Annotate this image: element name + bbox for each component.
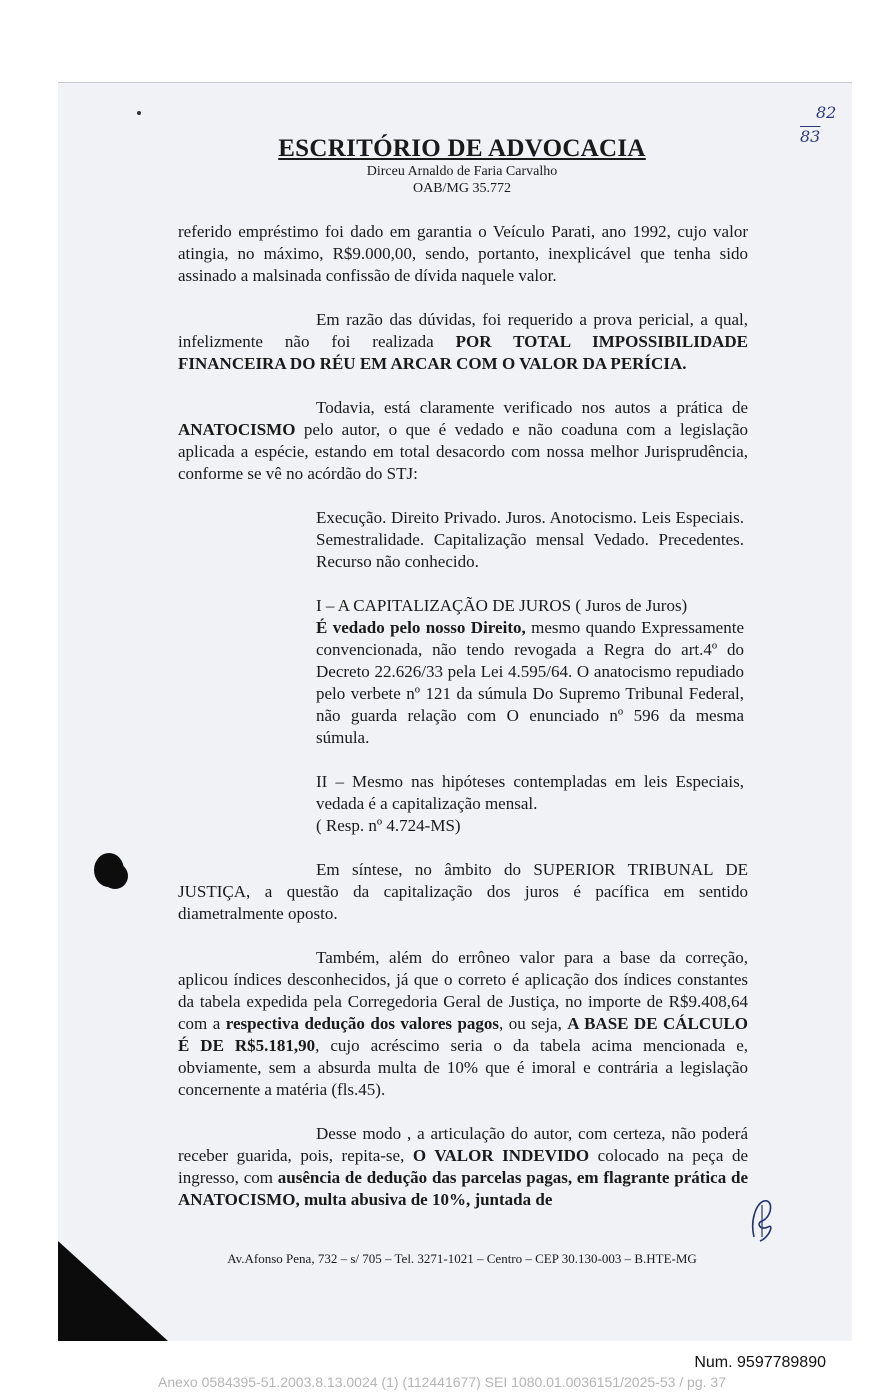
rubric-signature — [748, 1197, 778, 1243]
bold-text: ausência de dedução das parcelas pagas, em flagrante prática de ANATOCISMO, multa abusiva de 10%, juntada de — [178, 1168, 748, 1209]
paragraph-5: Também, além do errôneo valor para a base da correção, aplicou índices desconhecidos, já que o correto é aplicação dos índices constantes da tabela expedida pela Corregedoria Geral de Justiça, no importe de R$9.408,64 com a respectiva dedução dos valores pagos, ou seja, A BASE DE CÁLCULO É DE R$5.181,90, cujo acréscimo seria o da tabela acima mencionada e, obviamente, sem a absurda multa de 10% que é imoral e contrária a legislação concernente a matéria (fls.45). — [178, 948, 749, 1099]
scan-speck — [137, 111, 141, 115]
paragraph-4: Em síntese, no âmbito do SUPERIOR TRIBUNAL DE JUSTIÇA, a questão da capitalização dos juros é pacífica em sentido diametralmente oposto. — [178, 860, 748, 923]
bold-text: A BASE DE CÁLCULO É DE R$5.181,90 — [178, 1014, 748, 1055]
bold-text: POR TOTAL IMPOSSIBILIDADE FINANCEIRA DO RÉU EM ARCAR COM O VALOR DA PERÍCIA. — [178, 332, 748, 373]
bold-text: ANATOCISMO — [178, 420, 296, 439]
letterhead — [58, 135, 852, 197]
bold-text: É vedado pelo nosso Direito, — [316, 618, 526, 637]
handwritten-page-number-2: 83 — [800, 127, 821, 146]
scanned-page — [58, 82, 852, 1341]
document-reference: Anexo 0584395-51.2003.8.13.0024 (1) (112441677) SEI 1080.01.0036151/2025-53 / pg. 37 — [158, 1374, 726, 1390]
bold-text: O VALOR INDEVIDO — [412, 1146, 590, 1165]
paragraph-6: Desse modo , a articulação do autor, com certeza, não poderá receber guarida, pois, repita-se, O VALOR INDEVIDO colocado na peça de ingresso, com ausência de dedução das parcelas pagas, em flagrante prática de ANATOCISMO, multa abusiva de 10%, juntada de — [178, 1124, 748, 1209]
document-body — [178, 221, 748, 1233]
oab-number: OAB/MG 35.772 — [412, 181, 511, 196]
punch-hole — [94, 853, 124, 887]
quote-item-2: II – Mesmo nas hipóteses contempladas em leis Especiais, vedada é a capitalização mensal. ( Resp. nº 4.724-MS) — [316, 772, 744, 835]
scan-corner-shadow — [58, 1241, 168, 1341]
quote-item-1: I – A CAPITALIZAÇÃO DE JUROS ( Juros de Juros) É vedado pelo nosso Direito, mesmo quando Expressamente convencionada, não tendo revogada a Regra do art.4º do Decreto 22.626/33 pela Lei 4.595/64. O anatocismo repudiado pelo verbete nº 121 da súmula Do Supremo Tribunal Federal, não guarda relação com O enunciado nº 596 da mesma súmula. — [316, 596, 744, 747]
jurisprudence-quote — [316, 507, 744, 837]
bold-text: respectiva dedução dos valores pagos — [225, 1014, 500, 1033]
lawyer-name: Dirceu Arnaldo de Faria Carvalho — [366, 164, 558, 179]
firm-title: ESCRITÓRIO DE ADVOCACIA — [278, 135, 646, 162]
footer-address: Av.Afonso Pena, 732 – s/ 705 – Tel. 3271-1021 – Centro – CEP 30.130-003 – B.HTE-MG — [227, 1251, 697, 1266]
handwritten-page-number: 82 — [816, 103, 837, 122]
paragraph-2: Em razão das dúvidas, foi requerido a prova pericial, a qual, infelizmente não foi realizada POR TOTAL IMPOSSIBILIDADE FINANCEIRA DO RÉU EM ARCAR COM O VALOR DA PERÍCIA. — [178, 310, 748, 373]
paragraph-1: referido empréstimo foi dado em garantia o Veículo Parati, ano 1992, cujo valor atingia, no máximo, R$9.000,00, sendo, portanto, inexplicável que tenha sido assinado a malsinada confissão de dívida naquele valor. — [178, 222, 748, 285]
paragraph-3: Todavia, está claramente verificado nos autos a prática de ANATOCISMO pelo autor, o que é vedado e não coaduna com a legislação aplicada a espécie, estando em total desacordo com nossa melhor Jurisprudência, conforme se vê no acórdão do STJ: — [178, 398, 748, 483]
document-number: Num. 9597789890 — [694, 1354, 826, 1371]
quote-ementa: Execução. Direito Privado. Juros. Anotocismo. Leis Especiais. Semestralidade. Capitalização mensal Vedado. Precedentes. Recurso não conhecido. — [316, 508, 744, 571]
quote-reference: ( Resp. nº 4.724-MS) — [316, 816, 461, 835]
